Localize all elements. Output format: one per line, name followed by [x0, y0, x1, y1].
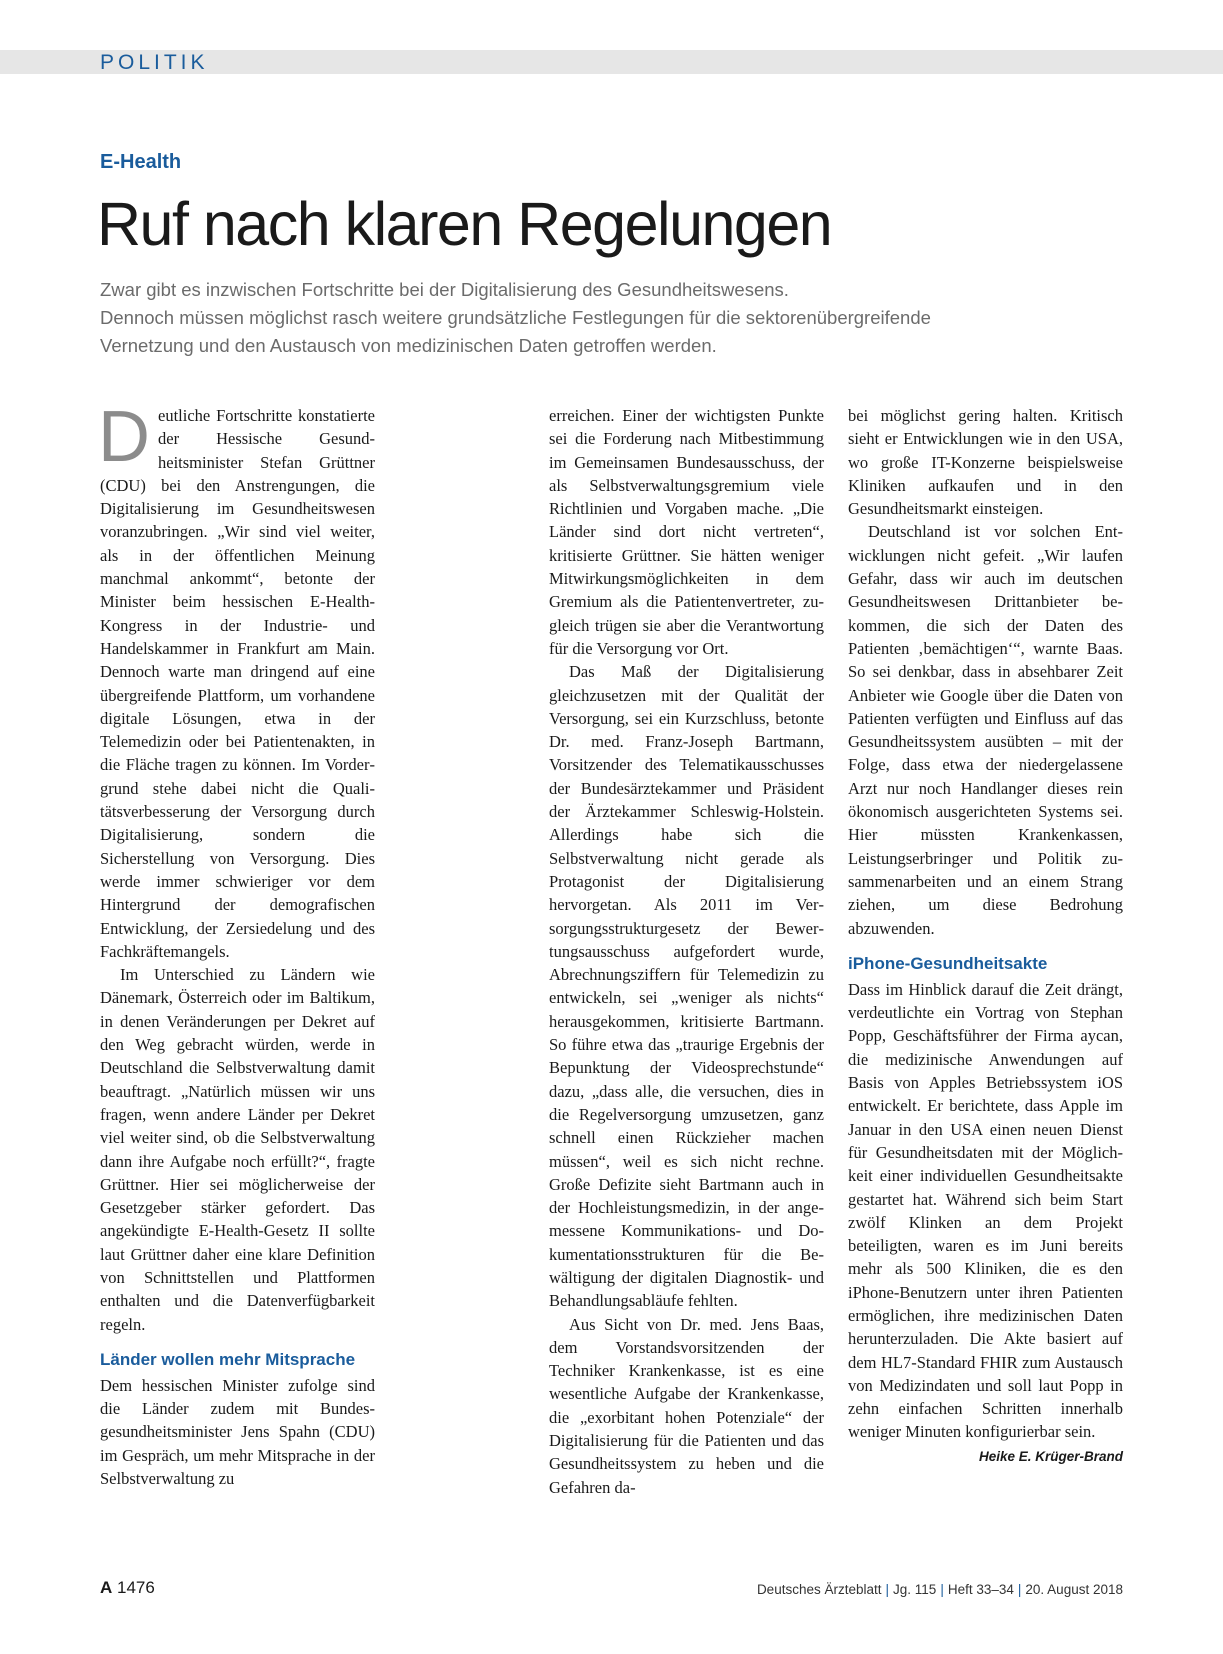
drop-cap: D [98, 397, 150, 477]
body-paragraph: Deutschland ist vor solchen Entwicklungen nicht gefeit. „Wir laufen Gefahr, dass wir auch im deutschen Gesundheitswesen Drittanbieter bekommen, die sich der Daten des Patienten ‚bemächtigen‘“, warnte Baas. So sei denkbar, dass in absehbarer Zeit Anbieter wie Google über die Daten von Patienten verfügten und Einfluss auf das Gesundheitssystem ausübten – mit der Folge, dass etwa der niedergelassene Arzt nur noch Handlanger dieses rein ökonomisch ausgerichteten Systems sei. Hier müssten Krankenkassen, Leistungserbringer und Politik zusammenarbeiten und an einem Strang ziehen, um diese Bedrohung abzuwenden. [848, 522, 1123, 938]
journal-date: 20. August 2018 [1025, 1582, 1123, 1597]
text-column-2 [549, 404, 824, 1499]
lead-line: Vernetzung und den Austausch von medizinischen Daten getroffen werden. [100, 335, 717, 356]
body-paragraph: bei möglichst gering halten. Kritisch sieht er Entwicklungen wie in den USA, wo große IT-Konzerne beispielsweise Kliniken aufkaufen und in den Gesundheitsmarkt einsteigen. [848, 406, 1123, 519]
paragraph-text: eutliche Fortschritte konstatierte der Hessische Gesundheitsminister Stefan Grüttner (CDU) bei den Anstrengungen, die Digitalisierung im Gesundheitswesen voranzubringen. „Wir sind viel weiter, als in der öffentlichen Meinung manchmal ankommt“, betonte der Minister beim hessischen E-Health-Kongress in der Industrie- und Handelskammer in Frankfurt am Main. Dennoch warte man dringend auf eine übergreifende Plattform, um vorhandene digitale Lösungen, etwa in der Telemedizin oder bei Patientenakten, in die Fläche tragen zu können. Im Vordergrund stehe dabei nicht die Qualitätsverbesserung der Versorgung durch Digitalisierung, sondern die Sicherstellung von Versorgung. Dies werde immer schwieriger vor dem Hintergrund der demografischen Entwicklung, der Zersiedelung und des Fachkräftemangels. [100, 406, 375, 961]
body-paragraph [848, 978, 1123, 1464]
section-heading: Länder wollen mehr Mitsprache [100, 1349, 356, 1369]
body-paragraph: Dem hessischen Minister zufolge sind die Länder zudem mit Bundesgesundheitsminister Jens Spahn (CDU) im Gespräch, um mehr Mitsprache in der Selbstverwaltung zu [100, 1375, 375, 1489]
page-number-value: 1476 [117, 1578, 155, 1597]
journal-volume: Jg. 115 [893, 1582, 937, 1597]
separator: | [885, 1582, 890, 1597]
page-number [100, 1578, 155, 1598]
section-heading: iPhone-Gesundheitsakte [848, 953, 1048, 973]
lead-line: Zwar gibt es inzwischen Fortschritte bei der Digitalisierung des Gesundheitswesens. [100, 279, 789, 300]
body-paragraph: Im Unterschied zu Ländern wie Dänemark, Österreich oder im Baltikum, in denen Veränderungen per Dekret auf den Weg gebracht würden, werde in Deutschland die Selbstverwaltung damit beauftragt. „Natürlich müssen wir uns fragen, wenn andere Länder per Dekret viel weiter sind, ob die Selbstverwaltung dann ihre Aufgabe noch erfüllt?“, fragte Grüttner. Hier sei möglicherweise der Gesetzgeber stärker gefordert. Das angekündigte E-Health-Gesetz II sollte laut Grüttner daher eine klare Definition von Schnittstellen und Plattformen enthalten und die Datenverfügbarkeit regeln. [100, 965, 375, 1334]
article-kicker: E-Health [100, 151, 182, 173]
text-column-1 [98, 397, 375, 1490]
section-label: POLITIK [100, 51, 209, 74]
lead-line: Dennoch müssen möglichst rasch weitere grundsätzliche Festlegungen für die sektorenübergreifende [100, 307, 931, 328]
journal-info [757, 1582, 1123, 1597]
page-prefix: A [100, 1578, 113, 1597]
text-column-3 [848, 404, 1123, 1468]
author-byline: Heike E. Krüger-Brand [978, 1448, 1123, 1464]
paragraph-text: Dass im Hinblick darauf die Zeit drängt, verdeutlichte ein Vortrag von Stephan Popp, Geschäftsführer der Firma aycan, die medizinische Anwendungen auf Basis von Apples Betriebssystem iOS entwickelt. Er berichtete, dass Apple im Januar in den USA einen neuen Dienst für Gesundheitsdaten mit der Möglichkeit einer individuellen Gesundheitsakte gestartet hat. Während sich beim Start zwölf Klinken an dem Projekt beteiligten, waren es im Juni bereits mehr als 500 Kliniken, die es den iPhone-Benutzern unter ihren Patienten ermöglichen, ihre medizinischen Daten herunterzuladen. Die Akte basiert auf dem HL7-Standard FHIR zum Austausch von Medizindaten und soll laut Popp in zehn einfachen Schritten innerhalb weniger Minuten konfigurierbar sein. [848, 979, 1123, 1442]
journal-issue: Heft 33–34 [947, 1582, 1014, 1597]
body-paragraph [98, 397, 375, 963]
separator: | [1017, 1582, 1022, 1597]
body-paragraph: Das Maß der Digitalisierung gleichzusetzen mit der Qualität der Versorgung, sei ein Kurzschluss, betonte Dr. med. Franz-Joseph Bartmann, Vorsitzender des Telematikausschusses der Bundesärztekammer und Präsident der Ärztekammer Schleswig-Holstein. Allerdings habe sich die Selbstverwaltung nicht gerade als Protagonist der Digitalisierung hervorgetan. Als 2011 im Versorgungsstrukturgesetz der Bewertungsausschuss aufgefordert wurde, Abrechnungsziffern für Telemedizin zu entwickeln, sei „weniger als nichts“ herausgekommen, kritisierte Bartmann. So führe etwa das „traurige Ergebnis der Bepunktung der Videosprechstunde“ dazu, „dass alle, die versuchen, dies in die Regelversorgung umzusetzen, ganz schnell einen Rückzieher machen müssen“, weil es sich nicht rechne. Große Defizite sieht Bartmann auch in der Hochleistungsmedizin, in der angemessene Kommunikations- und Dokumentationsstrukturen für die Bewältigung der digitalen Diagnostik- und Behandlungsabläufe fehlten. [549, 662, 824, 1311]
body-paragraph: Aus Sicht von Dr. med. Jens Baas, dem Vorstandsvorsitzenden der Techniker Krankenkasse, ist es eine wesentliche Aufgabe der Krankenkasse, die „exorbitant hohen Potenziale“ der Digitalisierung für die Patienten und das Gesundheitssystem zu heben und die Gefahren da- [549, 1314, 824, 1497]
journal-name: Deutsches Ärzteblatt [756, 1582, 882, 1597]
separator: | [940, 1582, 944, 1597]
article-title: Ruf nach klaren Regelungen [97, 190, 832, 258]
article-lead [100, 276, 1130, 360]
body-paragraph: erreichen. Einer der wichtigsten Punkte sei die Forderung nach Mitbestimmung im Gemeinsamen Bundesausschuss, der als Selbstverwaltungsgremium viele Richtlinien und Vorgaben mache. „Die Länder sind dort nicht vertreten“, kritisierte Grüttner. Sie hätten weniger Mitwirkungsmöglichkeiten in dem Gremium als die Patientenvertreter, zugleich trügen sie aber die Verantwortung für die Versorgung vor Ort. [549, 406, 824, 658]
